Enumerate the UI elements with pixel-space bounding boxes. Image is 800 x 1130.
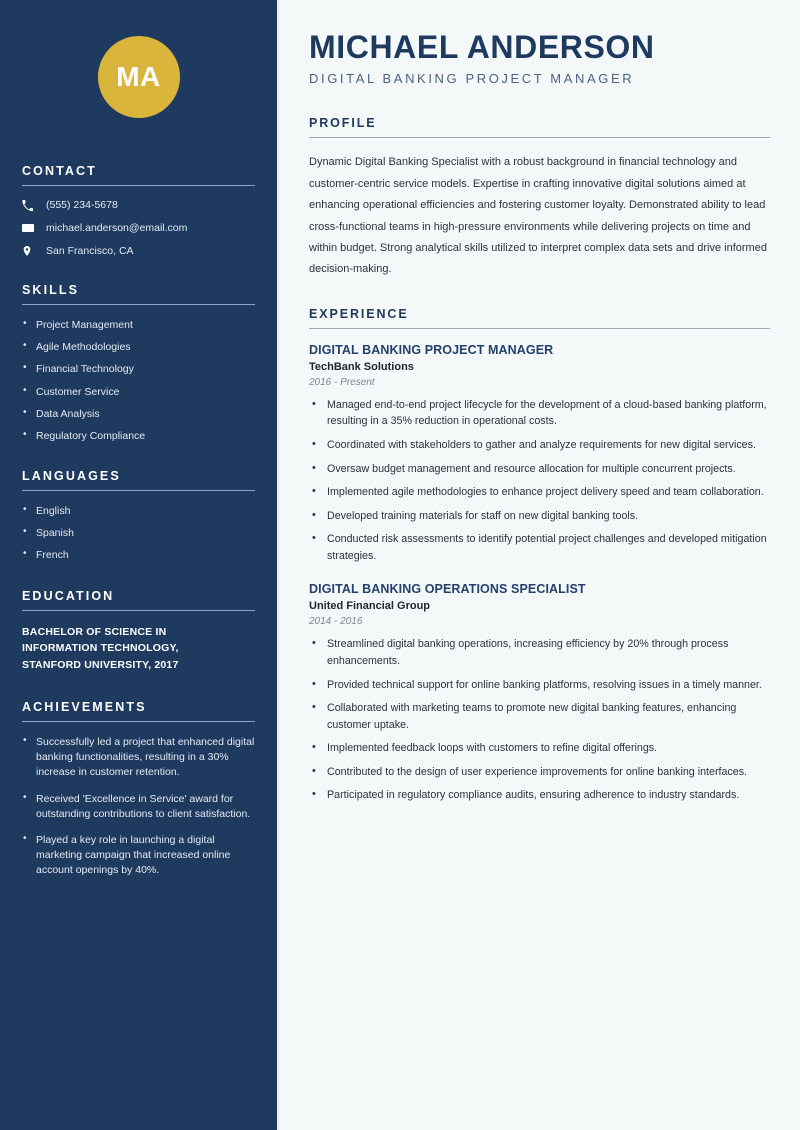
- experience-heading: EXPERIENCE: [309, 306, 409, 321]
- contact-section: [22, 164, 255, 257]
- job-subtitle: DIGITAL BANKING PROJECT MANAGER: [309, 71, 635, 87]
- profile-text: Dynamic Digital Banking Specialist with a robust background in financial technology and customer-centric service models. Expertise in crafting innovative digital solutions aimed at enhancing operational efficiencies and fostering customer loyalty. Demonstrated ability to lead cross-functional teams in high-pressure environments while delivering projects on time and within budget. Strong analytical skills utilized to interpret complex data sets and drive informed decision-making.: [309, 156, 767, 276]
- list-item: • Financial Technology: [22, 362, 255, 376]
- list-item: • Contributed to the design of user experience improvements for online banking interfaces.: [309, 764, 770, 781]
- profile-divider: [309, 137, 770, 138]
- location-pin-icon: [22, 245, 39, 257]
- experience-section: [309, 307, 770, 804]
- phone-icon: [22, 200, 39, 211]
- experience-title: DIGITAL BANKING OPERATIONS SPECIALIST: [309, 582, 586, 597]
- list-item: • English: [22, 504, 255, 518]
- main-content: [279, 0, 800, 1130]
- contact-phone-value: (555) 234-5678: [46, 199, 118, 211]
- list-item: • Project Management: [22, 318, 255, 332]
- contact-location-value: San Francisco, CA: [46, 245, 134, 257]
- list-item: • Coordinated with stakeholders to gather and analyze requirements for new digital services.: [309, 437, 770, 454]
- contact-heading: CONTACT: [22, 164, 97, 178]
- experience-entry: [309, 343, 770, 565]
- experience-bullets: [309, 397, 770, 565]
- list-item: • Managed end-to-end project lifecycle for the development of a cloud-based banking platform, resulting in a 35% reduction in operational costs.: [309, 397, 770, 430]
- skills-list: [22, 318, 255, 443]
- list-item: • Collaborated with marketing teams to promote new digital banking features, enhancing customer uptake.: [309, 700, 770, 733]
- contact-email-value: michael.anderson@email.com: [46, 222, 188, 234]
- profile-heading: PROFILE: [309, 116, 377, 131]
- education-heading: EDUCATION: [22, 588, 115, 603]
- education-divider: [22, 610, 255, 611]
- avatar-container: [22, 0, 255, 164]
- email-icon: [22, 222, 39, 234]
- achievements-heading: ACHIEVEMENTS: [22, 699, 147, 714]
- skills-section: [22, 283, 255, 443]
- education-entry: [22, 624, 255, 674]
- list-item: • Provided technical support for online banking platforms, resolving issues in a timely manner.: [309, 677, 770, 694]
- list-item: • Conducted risk assessments to identify potential project challenges and developed mitigation strategies.: [309, 531, 770, 564]
- education-line: STANFORD UNIVERSITY, 2017: [22, 659, 179, 672]
- list-item: • Customer Service: [22, 385, 255, 399]
- list-item: • French: [22, 548, 255, 562]
- experience-company: TechBank Solutions: [309, 360, 414, 373]
- experience-dates: 2014 - 2016: [309, 616, 363, 628]
- list-item: • Implemented agile methodologies to enhance project delivery speed and team collaboration.: [309, 484, 770, 501]
- list-item: • Received 'Excellence in Service' award for outstanding contributions to client satisfaction.: [22, 792, 255, 822]
- skills-divider: [22, 304, 255, 305]
- list-item: • Data Analysis: [22, 407, 255, 421]
- list-item: • Agile Methodologies: [22, 340, 255, 354]
- experience-title: DIGITAL BANKING PROJECT MANAGER: [309, 342, 554, 357]
- list-item: • Played a key role in launching a digital marketing campaign that increased online account openings by 40%.: [22, 833, 255, 879]
- page-title: MICHAEL ANDERSON: [309, 29, 655, 65]
- list-item: • Successfully led a project that enhanced digital banking functionalities, resulting in a 30% increase in customer retention.: [22, 735, 255, 781]
- contact-divider: [22, 185, 255, 186]
- profile-section: [309, 116, 770, 281]
- experience-dates: 2016 - Present: [309, 376, 375, 388]
- languages-divider: [22, 490, 255, 491]
- list-item: • Participated in regulatory compliance audits, ensuring adherence to industry standards.: [309, 787, 770, 804]
- sidebar: [0, 0, 279, 1130]
- list-item: • Developed training materials for staff on new digital banking tools.: [309, 508, 770, 525]
- contact-item-phone[interactable]: [22, 199, 255, 211]
- achievements-divider: [22, 721, 255, 722]
- languages-list: [22, 504, 255, 563]
- education-section: [22, 589, 255, 674]
- experience-bullets: [309, 636, 770, 804]
- languages-section: [22, 469, 255, 563]
- list-item: • Regulatory Compliance: [22, 429, 255, 443]
- experience-entry: [309, 582, 770, 804]
- achievements-list: [22, 735, 255, 879]
- experience-divider: [309, 328, 770, 329]
- achievements-section: [22, 700, 255, 879]
- languages-heading: LANGUAGES: [22, 469, 121, 484]
- list-item: • Streamlined digital banking operations, increasing efficiency by 20% through process enhancements.: [309, 636, 770, 669]
- list-item: • Oversaw budget management and resource allocation for multiple concurrent projects.: [309, 461, 770, 478]
- list-item: • Implemented feedback loops with customers to refine digital offerings.: [309, 740, 770, 757]
- skills-heading: SKILLS: [22, 283, 80, 297]
- list-item: • Spanish: [22, 526, 255, 540]
- education-line: BACHELOR OF SCIENCE IN: [22, 625, 167, 638]
- contact-item-location[interactable]: [22, 245, 255, 257]
- avatar: MA: [98, 36, 180, 118]
- experience-company: United Financial Group: [309, 600, 431, 613]
- contact-item-email[interactable]: [22, 222, 255, 234]
- education-line: INFORMATION TECHNOLOGY,: [22, 642, 179, 655]
